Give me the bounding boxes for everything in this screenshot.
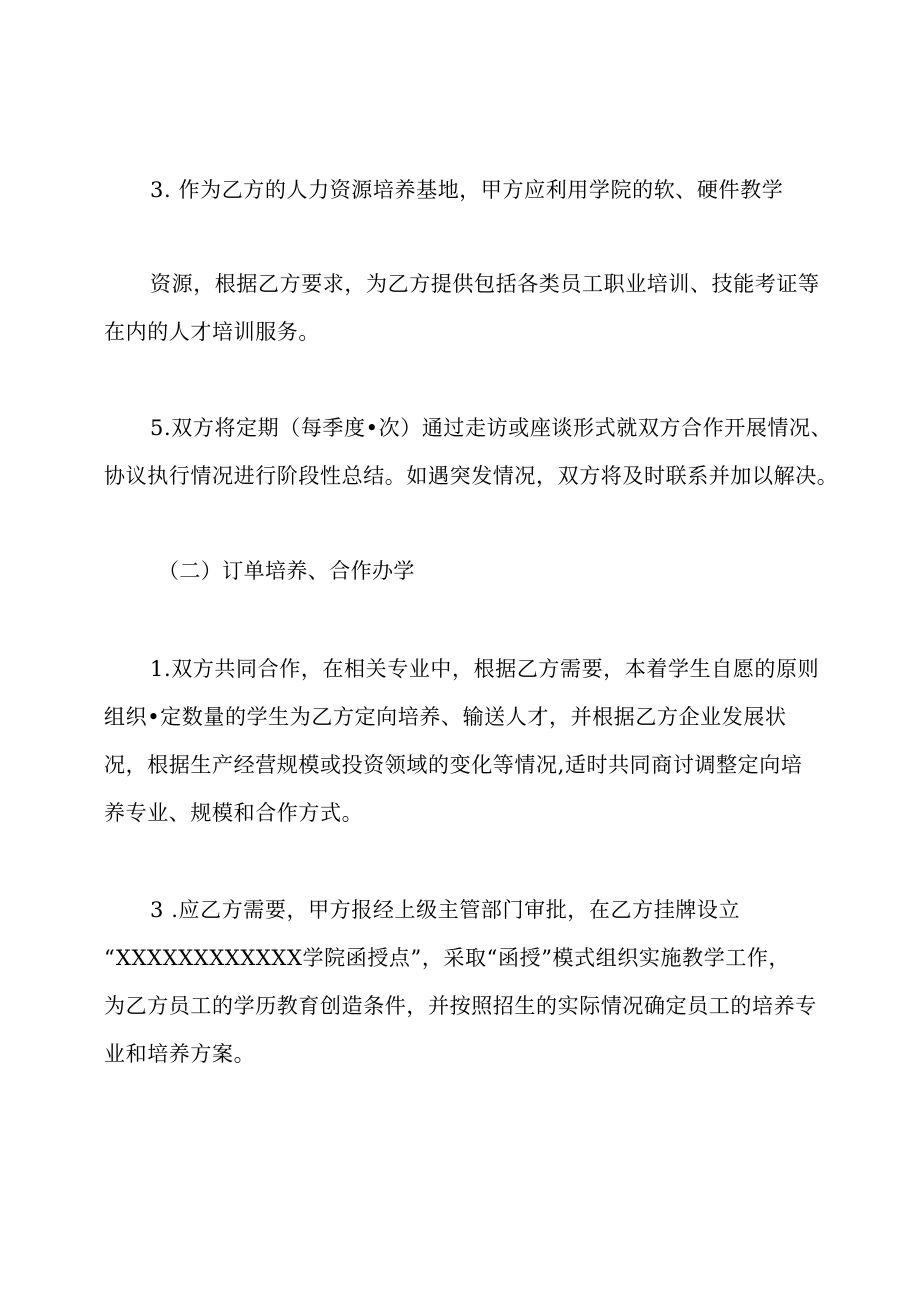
paragraph-line: 5.双方将定期（每季度•次）通过走访或座谈形式就双方合作开展情况、: [150, 416, 833, 440]
paragraph-line: 在内的人才培训服务。: [104, 320, 320, 344]
paragraph-line: 协议执行情况进行阶段性总结。如遇突发情况，双方将及时联系并加以解决。: [104, 464, 839, 488]
paragraph-line: 业和培养方案。: [104, 1042, 256, 1066]
paragraph-line: 3. 作为乙方的人力资源培养基地，甲方应利用学院的软、硬件教学: [150, 178, 784, 202]
paragraph-line: 资源，根据乙方要求，为乙方提供包括各类员工职业培训、技能考证等: [150, 272, 820, 296]
paragraph-line: 1.双方共同合作，在相关专业中，根据乙方需要，本着学生自愿的原则: [150, 657, 820, 681]
paragraph-line: “XXXXXXXXXXXX学院函授点”，采取“函授”模式组织实施教学工作，: [104, 946, 791, 970]
paragraph-line: 养专业、规模和合作方式。: [104, 801, 364, 825]
paragraph-line: 组织•定数量的学生为乙方定向培养、输送人才，并根据乙方企业发展状: [104, 705, 787, 729]
section-heading: （二）订单培养、合作办学: [158, 559, 415, 583]
paragraph-line: 况，根据生产经营规模或投资领域的变化等情况,适时共同商讨调整定向培: [104, 753, 803, 777]
paragraph-line: 3 .应乙方需要，甲方报经上级主管部门审批，在乙方挂牌设立: [150, 898, 741, 922]
paragraph-line: 为乙方员工的学历教育创造条件，并按照招生的实际情况确定员工的培养专: [104, 994, 817, 1018]
